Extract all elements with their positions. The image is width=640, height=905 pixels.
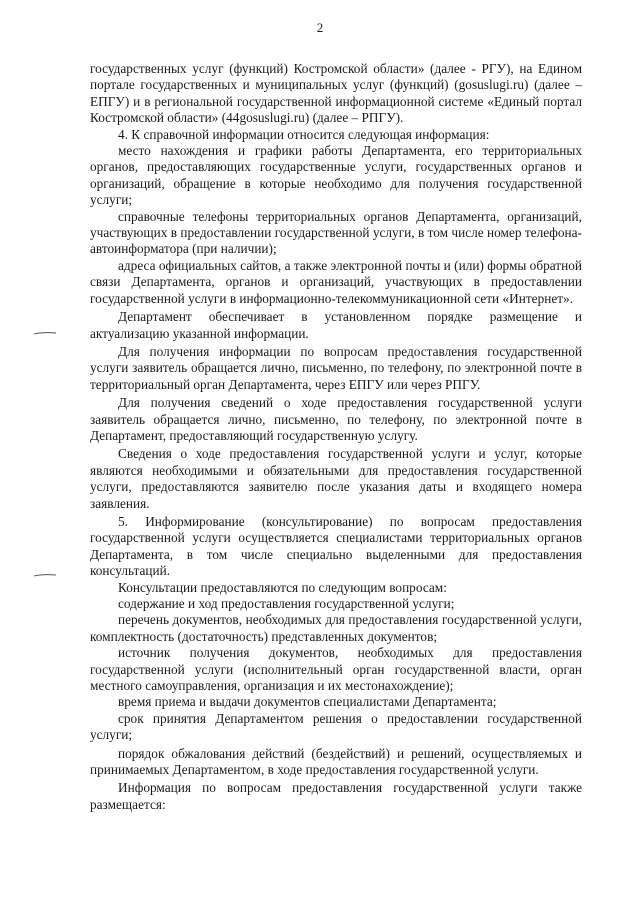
paragraph: Для получения информации по вопросам предоставления государственной услуги заявитель обращается лично, письменно, по телефону, по электронной почте в территориальный орган Департамента, через ЕПГУ или через РПГУ.: [90, 343, 582, 392]
paragraph: место нахождения и графики работы Департамента, его территориальных органов, предоставляющих государственные услуги, государственных органов и организаций, обращение в которые необходимо для получения государственной услуги;: [90, 143, 582, 208]
paragraph: Сведения о ходе предоставления государственной услуги и услуг, которые являются необходимыми и обязательными для предоставления государственной услуги, предоставляются заявителю после указания даты и входящего номера заявления.: [90, 446, 582, 511]
paragraph: справочные телефоны территориальных органов Департамента, организаций, участвующих в предоставлении государственной услуги, в том числе номер телефона-автоинформатора (при наличии);: [90, 208, 582, 257]
margin-pen-mark: [34, 573, 56, 576]
paragraph: время приема и выдачи документов специалистами Департамента;: [118, 694, 497, 710]
document-body: [90, 61, 582, 813]
paragraph: порядок обжалования действий (бездействий) и решений, осуществляемых и принимаемых Департаментом, в ходе предоставления государственной услуги.: [90, 745, 582, 778]
paragraph: 5. Информирование (консультирование) по вопросам предоставления государственной услуги осуществляется специалистами территориальных органов Департамента, в том числе специально выделенными для предоставления консультаций.: [90, 513, 582, 579]
paragraph: содержание и ход предоставления государственной услуги;: [118, 596, 455, 611]
paragraph: источник получения документов, необходимых для предоставления государственной услуги (исполнительный орган государственной власти, орган местного самоуправления, организация и их местонахождение);: [90, 645, 582, 694]
paragraph: перечень документов, необходимых для предоставления государственной услуги, комплектность (достаточность) представленных документов;: [90, 612, 582, 644]
paragraph: адреса официальных сайтов, а также электронной почты и (или) формы обратной связи Департамента, органов и организаций, участвующих в предоставлении государственной услуги в информационно-телекоммуникационной сети «Интернет».: [90, 257, 582, 306]
page-number: 2: [316, 20, 324, 35]
paragraph: Департамент обеспечивает в установленном порядке размещение и актуализацию указанной информации.: [90, 309, 582, 341]
paragraph: государственных услуг (функций) Костромской области» (далее - РГУ), на Едином портале государственных и муниципальных услуг (функций) (gosuslugi.ru) (далее – ЕПГУ) и в региональной государственной информационной системе «Единый портал Костромской области» (44gosuslugi.ru) (далее – РПГУ).: [90, 61, 582, 126]
paragraph: Консультации предоставляются по следующим вопросам:: [118, 579, 447, 595]
paragraph: Для получения сведений о ходе предоставления государственной услуги заявитель обращается лично, письменно, по телефону, по электронной почте в Департамент, предоставляющий государственную услугу.: [90, 395, 582, 443]
margin-pen-mark: [34, 331, 56, 334]
paragraph: 4. К справочной информации относится следующая информация:: [118, 126, 490, 142]
paragraph: срок принятия Департаментом решения о предоставлении государственной услуги;: [90, 710, 582, 743]
paragraph: Информация по вопросам предоставления государственной услуги также размещается:: [90, 780, 582, 812]
